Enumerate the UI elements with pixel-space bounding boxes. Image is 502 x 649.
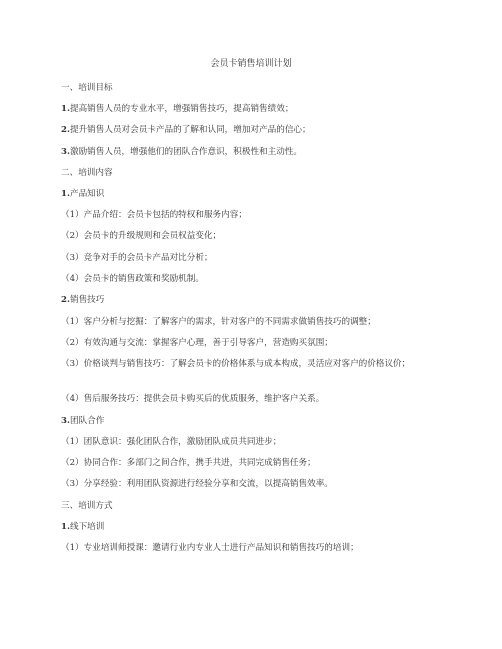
subheading-text: 销售技巧 <box>69 295 105 305</box>
list-item: （3）分享经验：利用团队资源进行经验分享和交流，以提高销售效率。 <box>61 479 333 489</box>
list-item: （1）客户分析与挖掘：了解客户的需求，针对客户的不同需求做销售技巧的调整； <box>61 317 376 327</box>
list-item: （1）产品介绍：会员卡包括的特权和服务内容； <box>61 210 247 220</box>
section-heading-content: 二、培训内容 <box>61 168 113 178</box>
subheading-text: 团队合作 <box>69 416 105 426</box>
goal-number: 2. <box>61 125 70 135</box>
list-item: （3）竞争对手的会员卡产品对比分析； <box>61 253 213 263</box>
section-heading-goals: 一、培训目标 <box>61 83 113 93</box>
section-heading-methods: 三、培训方式 <box>61 501 113 511</box>
list-item: （2）会员卡的升级规则和会员权益变化； <box>61 231 222 241</box>
subheading-number: 2. <box>61 295 70 305</box>
subheading-text: 产品知识 <box>69 189 105 199</box>
subheading-number: 1. <box>61 189 70 199</box>
list-item: （1）专业培训师授课：邀请行业内专业人士进行产品知识和销售技巧的培训； <box>61 543 359 553</box>
list-item: （4）售后服务技巧：提供会员卡购买后的优质服务，维护客户关系。 <box>61 394 325 404</box>
goal-item <box>61 103 293 116</box>
list-item: （2）协同合作：多部门之间合作，携手共进，共同完成销售任务； <box>61 458 316 468</box>
subheading-offline-training <box>61 521 104 534</box>
subheading-product-knowledge <box>61 188 104 201</box>
subheading-number: 3. <box>61 416 70 426</box>
list-item: （4）会员卡的销售政策和奖励机制。 <box>61 274 204 284</box>
goal-item <box>61 146 302 159</box>
goal-number: 1. <box>61 104 70 114</box>
goal-text: 激励销售人员，增强他们的团队合作意识，积极性和主动性。 <box>69 147 303 157</box>
subheading-sales-skills <box>61 294 104 307</box>
subheading-teamwork <box>61 415 104 428</box>
goal-number: 3. <box>61 147 70 157</box>
goal-text: 提升销售人员对会员卡产品的了解和认同，增加对产品的信心； <box>69 125 311 135</box>
document-title: 会员卡销售培训计划 <box>210 59 292 69</box>
goal-item <box>61 124 311 137</box>
subheading-text: 线下培训 <box>69 522 105 532</box>
subheading-number: 1. <box>61 522 70 532</box>
list-item: （2）有效沟通与交流：掌握客户心理，善于引导客户，营造购买氛围； <box>61 338 333 348</box>
list-item: （1）团队意识：强化团队合作，激励团队成员共同进步； <box>61 437 282 447</box>
list-item: （3）价格谈判与销售技巧：了解会员卡的价格体系与成本构成，灵活应对客户的价格议价； <box>61 359 411 369</box>
goal-text: 提高销售人员的专业水平，增强销售技巧，提高销售绩效； <box>69 104 294 114</box>
